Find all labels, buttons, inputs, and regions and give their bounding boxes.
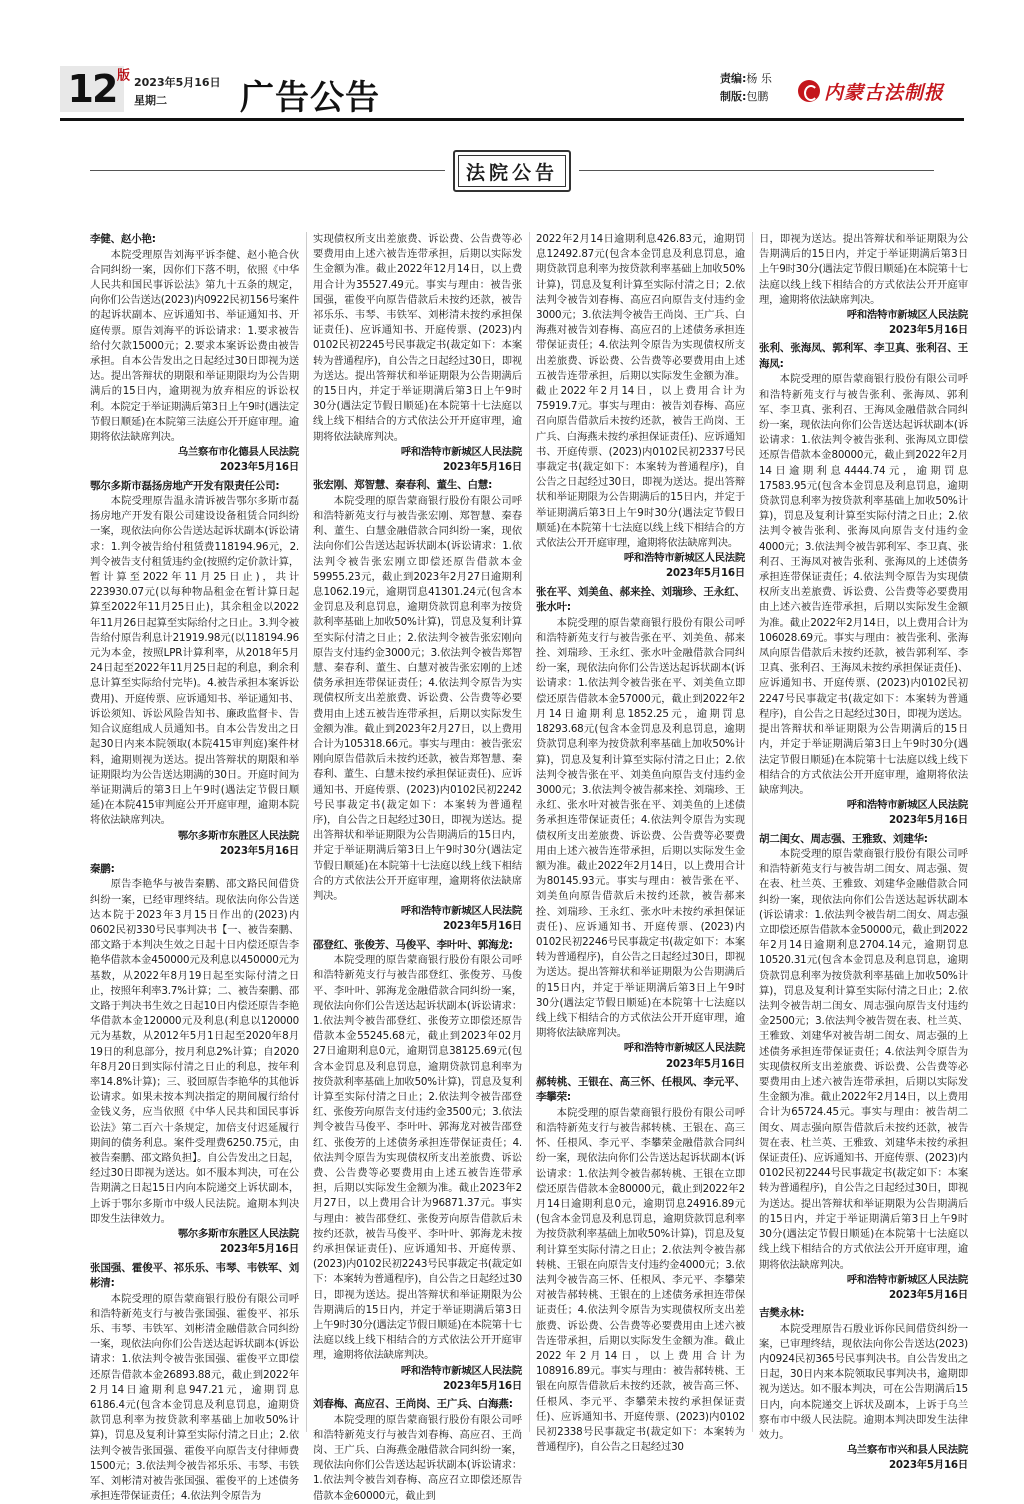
notice-body: 本院受理原告石殷业诉你民间借贷纠纷一案，已审理终结，现依法向你公告送达(2023)内0924民初365号民事判决书。自公告发出之日起，30日内来本院领取民事判决书，逾期即视为送达。如不服本判决，可在公告期满后15日内，向本院递交上诉状及副本，上诉于乌兰察布市中级人民法院。逾期本判决即发生法律效力。	[759, 1322, 968, 1444]
court-notice	[759, 1306, 968, 1474]
notice-date: 2023年5月16日	[90, 460, 299, 475]
notice-addressee: 李健、赵小艳:	[90, 232, 299, 248]
court-notice	[536, 232, 745, 582]
court-notice	[90, 862, 299, 1258]
notice-addressee: 鄂尔多斯市磊扬房地产开发有限责任公司:	[90, 479, 299, 495]
banner-rule-right	[579, 170, 934, 171]
notice-body: 本院受理的原告蒙商银行股份有限公司呼和浩特新苑支行与被告张宏刚、郑智慧、秦春利、董生、白慧金融借款合同纠纷一案，现依法向你们公告送达起诉状副本(诉讼请求：1.依法判令被告张宏刚立即偿还原告借款本金59955.23元，截止到2023年2月27日逾期利息1062.19元，逾期罚息41301.24元(包含本金罚息及利息罚息，逾期贷款罚息利率为按贷款利率基础上加收50%计算)，罚息及复利计算至实际付清之日止；2.依法判令被告张宏刚向原告支付违约金3000元；3.依法判令被告郑智慧、秦春利、董生、白慧对被告张宏刚的上述债务承担连带保证责任；4.依法判令原告为实现债权所支出差旅费、诉讼费、公告费等必要费用由上述五被告连带承担，后期以实际发生金额为准。截止到2023年2月27日，以上费用合计为105318.66元。事实与理由：被告张宏刚向原告借款后未按约还款，被告郑智慧、秦春利、董生、白慧未按约承担保证责任)、应诉通知书、开庭传票、(2023)内0102民初2242号民事裁定书(裁定如下：本案转为普通程序)，自公告之日起经过30日，即视为送达。提出答辩状和举证期限为公告期满后的15日内，并定于举证期满后第3日上午9时30分(遇法定节假日顺延)在本院第十七法庭以线上线下相结合的方式依法公开开庭审理，逾期将依法缺席判决。	[313, 494, 522, 904]
notice-court: 呼和浩特市新城区人民法院	[313, 904, 522, 919]
notice-date: 2023年5月16日	[90, 844, 299, 859]
notice-body: 本院受理的原告蒙商银行股份有限公司呼和浩特新苑支行与被告张国强、霍俊平、祁乐乐、韦琴、韦铁军、刘彬清金融借款合同纠纷一案，现依法向你们公告送达起诉状副本(诉讼请求：1.依法判令被告张国强、霍俊平立即偿还原告借款本金26893.88元，截止到2022年2月14日逾期利息947.21元，逾期罚息6186.4元(包含本金罚息及利息罚息，逾期贷款罚息利率为按贷款利率基础上加收50%计算)，罚息及复利计算至实际付清之日止；2.依法判令被告张国强、霍俊平向原告支付律师费1500元；3.依法判令被告祁乐乐、韦琴、韦铁军、刘彬清对被告张国强、霍俊平的上述债务承担连带保证责任；4.依法判令原告为	[90, 1292, 299, 1504]
notice-body: 本院受理原告温永清诉被告鄂尔多斯市磊扬房地产开发有限公司建设设备租赁合同纠纷一案，现依法向你公告送达起诉状副本(诉讼请求：1.判令被告给付租赁费118194.96元，2.判令被告支付租赁违约金(按照约定价款计算，暂计算至2022年11月25日止)，共计223930.07元(以每种物品租金在暂计算日起算至2022年11月25日止)，其余租金以2022年11月26日起算至实际给付之日止。3.判令被告给付原告利息计21919.98元(以118194.96元为本金，按照LPR计算利率，从2018年5月24日起至2022年11月25日起的利息，剩余利息计算至实际给付完毕)。4.被告承担本案诉讼费用)、开庭传票、应诉通知书、举证通知书、诉讼须知、诉讼风险告知书、廉政监督卡、告知合议庭组成人员通知书。自本公告发出之日起30日内来本院领取(本院415审判庭)案件材料，逾期则视为送达。提出答辩状的期限和举证期限均为公告送达期满的30日。开庭时间为举证期满后的第3日上午9时(遇法定节假日顺延)在本院415审判庭公开开庭审理，逾期本院将依法缺席判决。	[90, 494, 299, 828]
notice-addressee: 吉樊永林:	[759, 1306, 968, 1322]
notice-date: 2023年5月16日	[90, 1242, 299, 1257]
notice-date: 2023年5月16日	[536, 566, 745, 581]
section-title: 广告公告	[240, 70, 380, 119]
editor-name: 杨 乐	[746, 72, 772, 85]
page-suffix: 版	[112, 68, 131, 81]
issue-date: 2023年5月16日	[134, 74, 221, 92]
court-notice	[759, 832, 968, 1304]
notice-column	[313, 232, 522, 1432]
notice-body: 本院受理的原告蒙商银行股份有限公司呼和浩特新苑支行与被告郝转桃、王银在、高三怀、任根风、李元平、李攀荣金融借款合同纠纷一案，现依法向你们公告送达起诉状副本(诉讼请求：1.依法判令被告郝转桃、王银在立即偿还原告借款本金80000元，截止到2022年2月14日逾期利息0元，逾期罚息24916.89元(包含本金罚息及利息罚息，逾期贷款罚息利率为按贷款利率基础上加收50%计算)，罚息及复利计算至实际付清之日止；2.依法判令被告郝转桃、王银在向原告支付违约金4000元；3.依法判令被告高三怀、任根风、李元平、李攀荣对被告郝转桃、王银在的上述债务承担连带保证责任；4.依法判令原告为实现债权所支出差旅费、诉讼费、公告费等必要费用由上述六被告连带承担，后期以实际发生金额为准。截止2022年2月14日，以上费用合计为108916.89元。事实与理由：被告郝转桃、王银在向原告借款后未按约还款，被告高三怀、任根风、李元平、李攀荣未按约承担保证责任)、应诉通知书、开庭传票、(2023)内0102民初2338号民事裁定书(裁定如下：本案转为普通程序)，自公告之日起经过30	[536, 1106, 745, 1456]
issue-date-box	[134, 74, 221, 110]
court-notice	[313, 1397, 522, 1504]
notice-date: 2023年5月16日	[536, 1057, 745, 1072]
notice-addressee: 张利、张海凤、郭利军、李卫真、张利召、王海凤:	[759, 341, 968, 372]
notice-court: 呼和浩特市新城区人民法院	[313, 445, 522, 460]
notice-date: 2023年5月16日	[759, 813, 968, 828]
producer-label: 制版:	[720, 90, 746, 103]
court-notice	[90, 232, 299, 476]
notice-body: 本院受理的原告蒙商银行股份有限公司呼和浩特新苑支行与被告邵登红、张俊芳、马俊平、李叶叶、郭海龙金融借款合同纠纷一案，现依法向你们公告送达起诉状副本(诉讼请求：1.依法判令被告邵登红、张俊芳立即偿还原告借款本金55245.68元，截止到2023年02月27日逾期利息0元，逾期罚息38125.69元(包含本金罚息及利息罚息，逾期贷款罚息利率为按贷款利率基础上加收50%计算)，罚息及复利计算至实际付清之日止；2.依法判令被告邵登红、张俊芳向原告支付违约金3500元；3.依法判令被告马俊平、李叶叶、郭海龙对被告邵登红、张俊芳的上述债务承担连带保证责任；4.依法判令原告为实现债权所支出差旅费、诉讼费、公告费等必要费用由上述五被告连带承担，后期以实际发生金额为准。截止2023年2月27日，以上费用合计为96871.37元。事实与理由：被告邵登红、张俊芳向原告借款后未按约还款，被告马俊平、李叶叶、郭海龙未按约承担保证责任)、应诉通知书、开庭传票、(2023)内0102民初2243号民事裁定书(裁定如下：本案转为普通程序)，自公告之日起经过30日，即视为送达。提出答辩状和举证期限为公告期满后的15日内，并定于举证期满后第3日上午9时30分(遇法定节假日顺延)在本院第十七法庭以线上线下相结合的方式依法公开开庭审理，逾期将依法缺席判决。	[313, 953, 522, 1363]
notice-body: 本院受理原告刘海平诉李健、赵小艳合伙合同纠纷一案，因你们下落不明，依照《中华人民共和国民事诉讼法》第九十五条的规定，向你们公告送达(2023)内0922民初156号案件的起诉状副本、应诉通知书、举证通知书、开庭传票。原告刘海平的诉讼请求：1.要求被告给付欠款15000元；2.要求本案诉讼费由被告承担。自本公告发出之日起经过30日即视为送达。提出答辩状的期限和举证期限均为公告期满后的15日内，逾期视为放弃相应的诉讼权利。本院定于举证期满后第3日上午9时(遇法定节假日顺延)在本院第三法庭公开开庭审理。逾期将依法缺席判决。	[90, 248, 299, 446]
notice-body: 本院受理的原告蒙商银行股份有限公司呼和浩特新苑支行与被告张在平、刘美鱼、郝来拴、刘瑞珍、王永红、张水叶金融借款合同纠纷一案，现依法向你们公告送达起诉状副本(诉讼请求：1.依法判令被告张在平、刘美鱼立即偿还原告借款本金57000元，截止到2022年2月14日逾期利息1852.25元，逾期罚息18293.68元(包含本金罚息及利息罚息，逾期贷款罚息利率为按贷款利率基础上加收50%计算)，罚息及复利计算至实际付清之日止；2.依法判令被告张在平、刘美鱼向原告支付违约金3000元；3.依法判令被告郝来拴、刘瑞珍、王永红、张水叶对被告张在平、刘美鱼的上述债务承担连带保证责任；4.依法判令原告为实现债权所支出差旅费、诉讼费、公告费等必要费用由上述六被告连带承担，后期以实际发生金额为准。截止2022年2月14日，以上费用合计为80145.93元。事实与理由：被告张在平、刘美鱼向原告借款后未按约还款，被告郝来拴、刘瑞珍、王永红、张水叶未按约承担保证责任)、应诉通知书、开庭传票、(2023)内0102民初2246号民事裁定书(裁定如下：本案转为普通程序)，自公告之日起经过30日，即视为送达。提出答辩状和举证期限为公告期满后的15日内，并定于举证期满后第3日上午9时30分(遇法定节假日顺延)在本院第十七法庭以线上线下相结合的方式依法公开开庭审理，逾期将依法缺席判决。	[536, 616, 745, 1042]
court-notice	[759, 341, 968, 828]
court-notice	[536, 1075, 745, 1456]
notice-court: 呼和浩特市新城区人民法院	[759, 1273, 968, 1288]
notice-addressee: 秦鹏:	[90, 862, 299, 878]
court-notice	[313, 938, 522, 1394]
notice-body: 日，即视为送达。提出答辩状和举证期限为公告期满后的15日内，并定于举证期满后第3日上午9时30分(遇法定节假日顺延)在本院第十七法庭以线上线下相结合的方式依法公开开庭审理，逾期将依法缺席判决。	[759, 232, 968, 308]
notice-date: 2023年5月16日	[313, 460, 522, 475]
notice-court: 鄂尔多斯市东胜区人民法院	[90, 1227, 299, 1242]
notice-date: 2023年5月16日	[759, 323, 968, 338]
court-notice	[536, 585, 745, 1072]
notice-addressee: 张国强、霍俊平、祁乐乐、韦琴、韦铁军、刘彬清:	[90, 1261, 299, 1292]
newspaper-logo	[798, 78, 958, 104]
notice-court: 乌兰察布市兴和县人民法院	[759, 1443, 968, 1458]
notice-court: 呼和浩特市新城区人民法院	[536, 551, 745, 566]
court-notice-banner	[453, 150, 571, 192]
notice-body: 本院受理的原告蒙商银行股份有限公司呼和浩特新苑支行与被告刘春梅、高应召、王尚岗、王广兵、白海燕金融借款合同纠纷一案，现依法向你们公告送达起诉状副本(诉讼请求：1.依法判令被告刘春梅、高应召立即偿还原告借款本金60000元，截止到	[313, 1413, 522, 1504]
notice-column	[90, 232, 299, 1432]
notice-column	[759, 232, 968, 1432]
editor-label: 责编:	[720, 72, 746, 85]
notice-court: 乌兰察布市化德县人民法院	[90, 445, 299, 460]
notice-body: 原告李艳华与被告秦鹏、邵文路民间借贷纠纷一案，已经审理终结。现依法向你公告送达本院于2023年3月15日作出的(2023)内0602民初330号民事判决书【一、被告秦鹏、邵文路于本判决生效之日起十日内偿还原告李艳华借款本金450000元及利息以450000元为基数，从2022年8月19日起至实际付清之日止，按照年利率3.7%计算；二、被告秦鹏、邵文路于判决书生效之日起10日内偿还原告李艳华借款本金120000元及利息(利息以120000元为基数，从2012年5月1日起至2020年8月19日的利息部分，按月利息2%计算；自2020年8月20日到实际付清之日止的利息，按年利率14.8%计算)；三、驳回原告李艳华的其他诉讼请求。如果未按本判决指定的期间履行给付金钱义务，应当依照《中华人民共和国民事诉讼法》第二百六十条规定，加倍支付迟延履行期间的债务利息。案件受理费6250.75元，由被告秦鹏、邵文路负担】。自公告发出之日起，经过30日即视为送达。如不服本判决，可在公告期满之日起15日内向本院递交上诉状副本，上诉于鄂尔多斯市中级人民法院。逾期本判决即发生法律效力。	[90, 877, 299, 1227]
notice-date: 2023年5月16日	[313, 919, 522, 934]
notice-addressee: 张在平、刘美鱼、郝来拴、刘瑞珍、王永红、张水叶:	[536, 585, 745, 616]
notice-column	[536, 232, 745, 1432]
court-notice	[90, 479, 299, 859]
court-notice	[313, 478, 522, 934]
notice-addressee: 邵登红、张俊芳、马俊平、李叶叶、郭海龙:	[313, 938, 522, 954]
notice-date: 2023年5月16日	[313, 1379, 522, 1394]
notice-date: 2023年5月16日	[759, 1458, 968, 1473]
masthead	[60, 66, 964, 116]
notice-court: 呼和浩特市新城区人民法院	[759, 308, 968, 323]
notice-court: 呼和浩特市新城区人民法院	[759, 798, 968, 813]
logo-text: 内蒙古法制报	[824, 78, 944, 105]
court-notice	[313, 232, 522, 475]
court-notice	[90, 1261, 299, 1504]
notice-addressee: 张宏刚、郑智慧、秦春利、董生、白慧:	[313, 478, 522, 494]
notice-date: 2023年5月16日	[759, 1288, 968, 1303]
notice-addressee: 胡二闺女、周志强、王雅致、刘建华:	[759, 832, 968, 848]
notice-body: 实现债权所支出差旅费、诉讼费、公告费等必要费用由上述六被告连带承担，后期以实际发生金额为准。截止2022年12月14日，以上费用合计为35527.49元。事实与理由：被告张国强，霍俊平向原告借款后未按约还款，被告祁乐乐、韦琴、韦铁军、刘彬清未按约承担保证责任)、应诉通知书、开庭传票、(2023)内0102民初2245号民事裁定书(裁定如下：本案转为普通程序)，自公告之日起经过30日，即视为送达。提出答辩状和举证期限为公告期满后的15日内，并定于举证期满后第3日上午9时30分(遇法定节假日顺延)在本院第十七法庭以线上线下相结合的方式依法公开开庭审理，逾期将依法缺席判决。	[313, 232, 522, 445]
notice-body: 本院受理的原告蒙商银行股份有限公司呼和浩特新苑支行与被告张利、张海凤、郭利军、李卫真、张利召、王海凤金融借款合同纠纷一案，现依法向你们公告送达起诉状副本(诉讼请求：1.依法判令被告张利、张海凤立即偿还原告借款本金80000元，截止到2022年2月14日逾期利息4444.74元，逾期罚息17583.95元(包含本金罚息及利息罚息，逾期贷款罚息利率为按贷款利率基础上加收50%计算)，罚息及复利计算至实际付清之日止；2.依法判令被告张利、张海凤向原告支付违约金4000元；3.依法判令被告郭利军、李卫真、张利召、王海凤对被告张利、张海凤的上述债务承担连带保证责任；4.依法判令原告为实现债权所支出差旅费、诉讼费、公告费等必要费用由上述六被告连带承担，后期以实际发生金额为准。截止2022年2月14日，以上费用合计为106028.69元。事实与理由：被告张利、张海凤向原告借款后未按约还款，被告郭利军、李卫真、张利召、王海凤未按约承担保证责任)、应诉通知书、开庭传票、(2023)内0102民初2247号民事裁定书(裁定如下：本案转为普通程序)，自公告之日起经过30日，即视为送达。提出答辩状和举证期限为公告期满后的15日内，并定于举证期满后第3日上午9时30分(遇法定节假日顺延)在本院第十七法庭以线上线下相结合的方式依法公开开庭审理，逾期将依法缺席判决。	[759, 372, 968, 798]
notice-court: 呼和浩特市新城区人民法院	[536, 1041, 745, 1056]
issue-weekday: 星期二	[134, 92, 221, 110]
notice-body: 本院受理的原告蒙商银行股份有限公司呼和浩特新苑支行与被告胡二闺女、周志强、贺在表、杜兰英、王雅致、刘建华金融借款合同纠纷一案，现依法向你们公告送达起诉状副本(诉讼请求：1.依法判令被告胡二闺女、周志强立即偿还原告借款本金50000元，截止到2022年2月14日逾期利息2704.14元，逾期罚息10520.31元(包含本金罚息及利息罚息，逾期贷款罚息利率为按贷款利率基础上加收50%计算)，罚息及复利计算至实际付清之日止；2.依法判令被告胡二闺女、周志强向原告支付违约金2500元；3.依法判令被告贺在表、杜兰英、王雅致、刘建华对被告胡二闺女、周志强的上述债务承担连带保证责任；4.依法判令原告为实现债权所支出差旅费、诉讼费、公告费等必要费用由上述六被告连带承担，后期以实际发生金额为准。截止2022年2月14日，以上费用合计为65724.45元。事实与理由：被告胡二闺女、周志强向原告借款后未按约还款，被告贺在表、杜兰英、王雅致、刘建华未按约承担保证责任)、应诉通知书、开庭传票、(2023)内0102民初2244号民事裁定书(裁定如下：本案转为普通程序)，自公告之日起经过30日，即视为送达。提出答辩状和举证期限为公告期满后的15日内，并定于举证期满后第3日上午9时30分(遇法定节假日顺延)在本院第十七法庭以线上线下相结合的方式依法公开开庭审理，逾期将依法缺席判决。	[759, 847, 968, 1273]
notice-court: 鄂尔多斯市东胜区人民法院	[90, 829, 299, 844]
notice-addressee: 刘春梅、高应召、王尚岗、王广兵、白海燕:	[313, 1397, 522, 1413]
notice-court: 呼和浩特市新城区人民法院	[313, 1364, 522, 1379]
court-notice	[759, 232, 968, 338]
notice-body: 2022年2月14日逾期利息426.83元，逾期罚息12492.87元(包含本金罚息及利息罚息，逾期贷款罚息利率为按贷款利率基础上加收50%计算)，罚息及复利计算至实际付清之日；2.依法判令被告刘春梅、高应召向原告支付违约金3000元；3.依法判令被告王尚岗、王广兵、白海燕对被告刘春梅、高应召的上述债务承担连带保证责任；4.依法判令原告为实现债权所支出差旅费、诉讼费、公告费等必要费用由上述五被告连带承担，后期以实际发生金额为准。截止2022年2月14日，以上费用合计为75919.7元。事实与理由：被告刘春梅、高应召向原告借款后未按约还款，被告王尚岗、王广兵、白海燕未按约承担保证责任)、应诉通知书、开庭传票、(2023)内0102民初2337号民事裁定书(裁定如下：本案转为普通程序)，自公告之日起经过30日，即视为送达。提出答辩状和举证期限为公告期满后的15日内，并定于举证期满后第3日上午9时30分(遇法定节假日顺延)在本院第十七法庭以线上线下相结合的方式依法公开开庭审理，逾期将依法缺席判决。	[536, 232, 745, 551]
banner-title: 法院公告	[458, 155, 566, 187]
producer-name: 包鹏	[746, 90, 768, 103]
notice-columns	[90, 232, 970, 1432]
header-rule	[60, 118, 964, 121]
logo-emblem-icon	[798, 80, 820, 102]
editor-credits	[720, 70, 772, 106]
notice-addressee: 郝转桃、王银在、高三怀、任根风、李元平、李攀荣:	[536, 1075, 745, 1106]
page-number: 12	[68, 67, 117, 111]
banner-rule-left	[90, 170, 445, 171]
